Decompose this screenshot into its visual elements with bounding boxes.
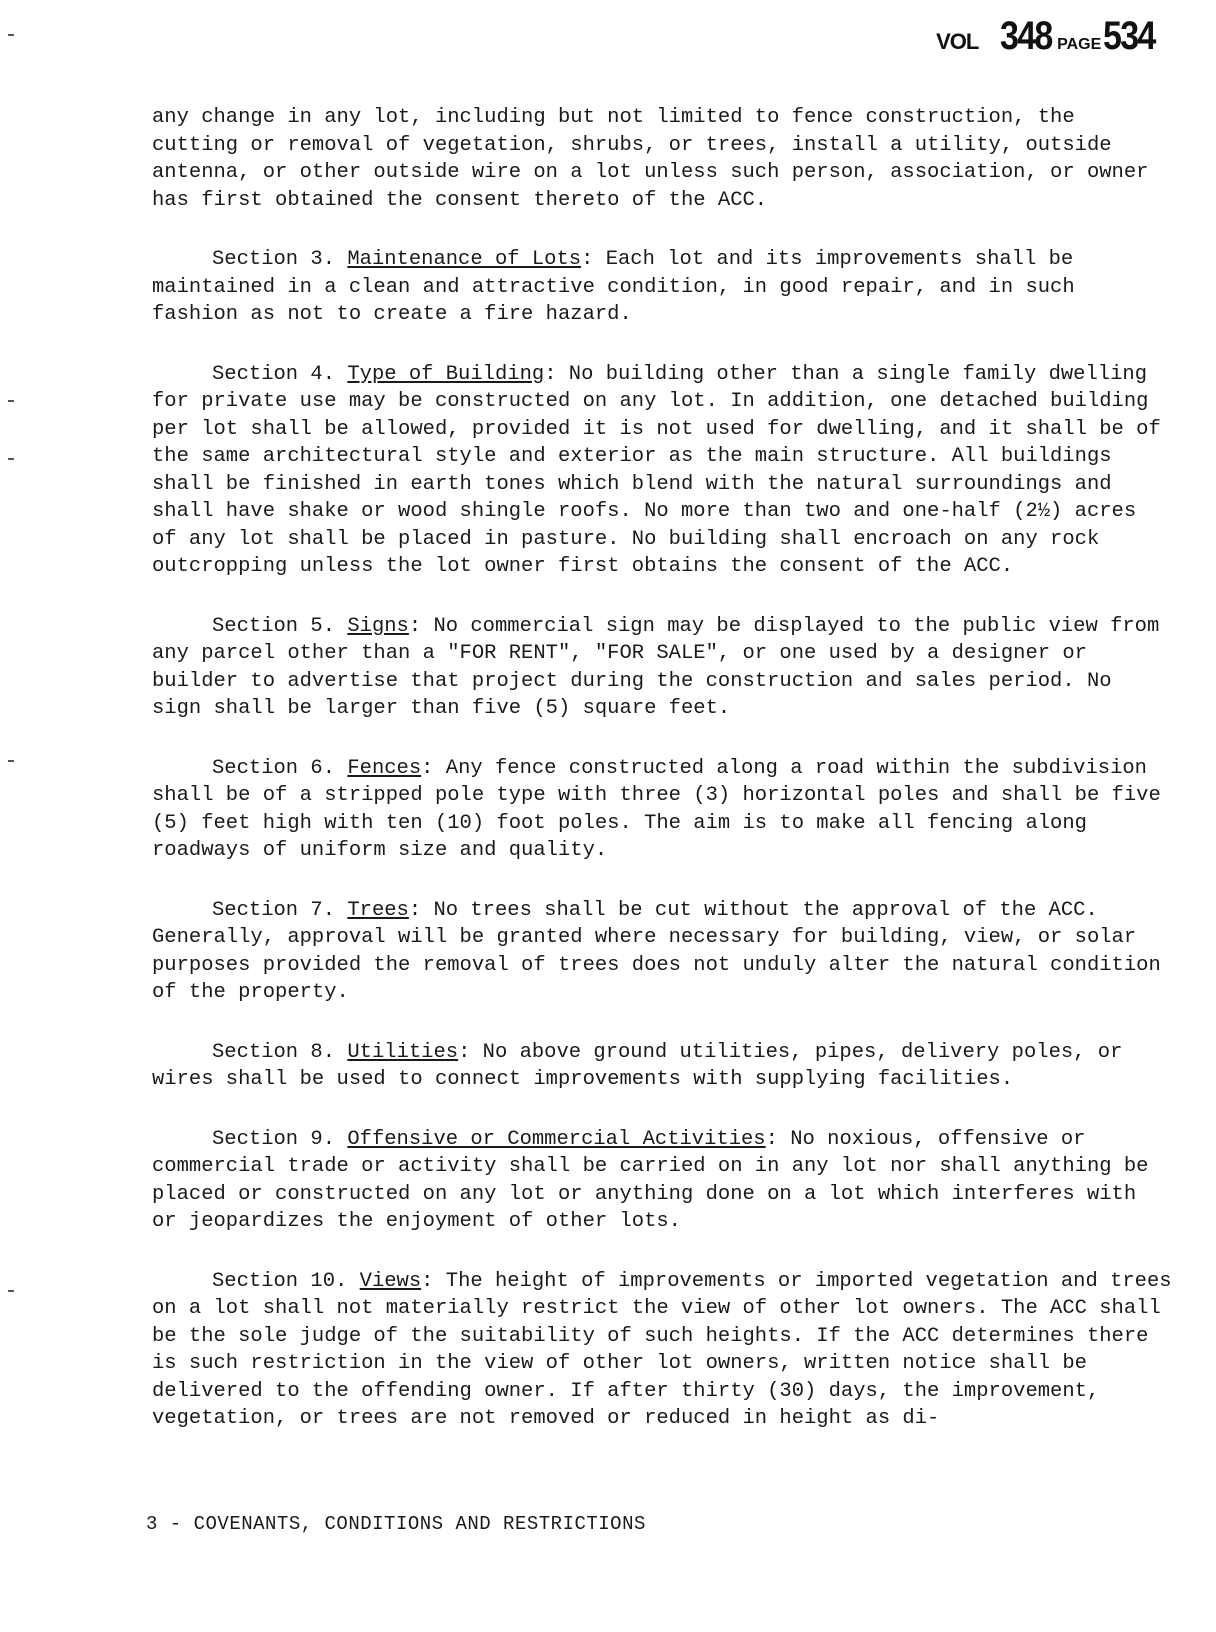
section-title: Trees [347, 898, 409, 922]
section-title: Fences [347, 756, 422, 780]
section-text: No above ground utilities, pipes, delivery poles, or wires shall be used to connect improvements with supplying facilities. [152, 1040, 1123, 1091]
section-text: The height of improvements or imported vegetation and trees on a lot shall not materially restrict the view of other lot owners. The ACC shall be the sole judge of the suitability of such heights. If the ACC determines there is such restriction in the view of other lot owners, written notice shall be delivered to the offending owner. If after thirty (30) days, the improvement, vegetation, or trees are not removed or reduced in height as di- [152, 1269, 1172, 1430]
section-title: Views [359, 1269, 422, 1293]
section-9: Section 9. Offensive or Commercial Activities: No noxious, offensive or commercial trade or activity shall be carried on in any lot nor shall anything be placed or constructed on any lot or anything done on a lot which interferes with or jeopardizes the enjoyment of other lots. [152, 1127, 1149, 1233]
section-text: No trees shall be cut without the approval of the ACC. Generally, approval will be granted where necessary for building, view, or solar purposes provided the removal of trees does not unduly alter the natural condition of the property. [152, 898, 1161, 1004]
section-5: Section 5. Signs: No commercial sign may be displayed to the public view from any parcel other than a "FOR RENT", "FOR SALE", or one used by a designer or builder to advertise that project during the construction and sales period. No sign shall be larger than five (5) square feet. [152, 614, 1160, 720]
margin-mark [8, 34, 14, 36]
section-6: Section 6. Fences: Any fence constructed along a road within the subdivision shall be of a stripped pole type with three (3) horizontal poles and shall be five (5) feet high with ten (10) foot poles. The aim is to make all fencing along roadways of uniform size and quality. [152, 756, 1161, 862]
volume-page-stamp [936, 14, 1164, 59]
section-label: Section 9. [212, 1127, 336, 1151]
section-text: Each lot and its improvements shall be maintained in a clean and attractive condition, in good repair, and in such fashion as not to create a fire hazard. [152, 248, 1075, 326]
margin-mark [8, 400, 14, 402]
section-title: Utilities [347, 1040, 459, 1064]
section-label: Section 8. [212, 1040, 336, 1064]
margin-mark [8, 1290, 14, 1292]
section-label: Section 4. [212, 362, 336, 386]
margin-mark [8, 458, 14, 460]
section-label: Section 3. [212, 248, 336, 271]
section-text: No commercial sign may be displayed to the public view from any parcel other than a "FOR RENT", "FOR SALE", or one used by a designer or builder to advertise that project during the construction and sales period. No sign shall be larger than five (5) square feet. [152, 614, 1160, 720]
margin-mark [8, 760, 14, 762]
section-7: Section 7. Trees: No trees shall be cut without the approval of the ACC. Generally, approval will be granted where necessary for building, view, or solar purposes provided the removal of trees does not unduly alter the natural condition of the property. [152, 898, 1161, 1004]
section-text: Any fence constructed along a road within the subdivision shall be of a stripped pole type with three (3) horizontal poles and shall be five (5) feet high with ten (10) foot poles. The aim is to make all fencing along roadways of uniform size and quality. [152, 756, 1161, 862]
section-label: Section 10. [212, 1269, 348, 1293]
page-footer: 3 - COVENANTS, CONDITIONS AND RESTRICTIONS [146, 1513, 646, 1535]
section-title: Signs [347, 614, 409, 638]
intro-paragraph: any change in any lot, including but not limited to fence construction, the cutting or removal of vegetation, shrubs, or trees, install a utility, outside antenna, or other outside wire on a lot unless such person, association, or owner has first obtained the consent thereto of the ACC. [152, 106, 1149, 212]
section-text: No noxious, offensive or commercial trade or activity shall be carried on in any lot nor shall anything be placed or constructed on any lot or anything done on a lot which interferes with or jeopardizes the enjoyment of other lots. [152, 1127, 1149, 1233]
section-text: No building other than a single family dwelling for private use may be constructed on any lot. In addition, one detached building per lot shall be allowed, provided it is not used for dwelling, and it shall be of the same architectural style and exterior as the main structure. All buildings shall be finished in earth tones which blend with the natural surroundings and shall have shake or wood shingle roofs. No more than two and one-half (2½) acres of any lot shall be placed in pasture. No building shall encroach on any rock outcropping unless the lot owner first obtains the consent of the ACC. [152, 362, 1161, 578]
section-title: Type of Building [347, 362, 545, 386]
volume-number: 348 [1000, 14, 1052, 58]
page-label: PAGE [1057, 36, 1102, 53]
section-label: Section 6. [212, 756, 336, 780]
page-number: 534 [1103, 14, 1155, 58]
section-title: Maintenance of Lots [347, 248, 582, 271]
section-label: Section 5. [212, 614, 336, 638]
document-body [152, 104, 1172, 1465]
section-10: Section 10. Views: The height of improvements or imported vegetation and trees on a lot shall not materially restrict the view of other lot owners. The ACC shall be the sole judge of the suitability of such heights. If the ACC determines there is such restriction in the view of other lot owners, written notice shall be delivered to the offending owner. If after thirty (30) days, the improvement, vegetation, or trees are not removed or reduced in height as di- [152, 1269, 1172, 1430]
volume-label: VOL [936, 29, 979, 54]
section-3: Section 3. Maintenance of Lots: Each lot and its improvements shall be maintained in a clean and attractive condition, in good repair, and in such fashion as not to create a fire hazard. [152, 248, 1075, 326]
section-8: Section 8. Utilities: No above ground utilities, pipes, delivery poles, or wires shall be used to connect improvements with supplying facilities. [152, 1040, 1123, 1091]
section-4: Section 4. Type of Building: No building other than a single family dwelling for private use may be constructed on any lot. In addition, one detached building per lot shall be allowed, provided it is not used for dwelling, and it shall be of the same architectural style and exterior as the main structure. All buildings shall be finished in earth tones which blend with the natural surroundings and shall have shake or wood shingle roofs. No more than two and one-half (2½) acres of any lot shall be placed in pasture. No building shall encroach on any rock outcropping unless the lot owner first obtains the consent of the ACC. [152, 362, 1161, 578]
section-label: Section 7. [212, 898, 336, 922]
section-title: Offensive or Commercial Activities [347, 1127, 766, 1151]
